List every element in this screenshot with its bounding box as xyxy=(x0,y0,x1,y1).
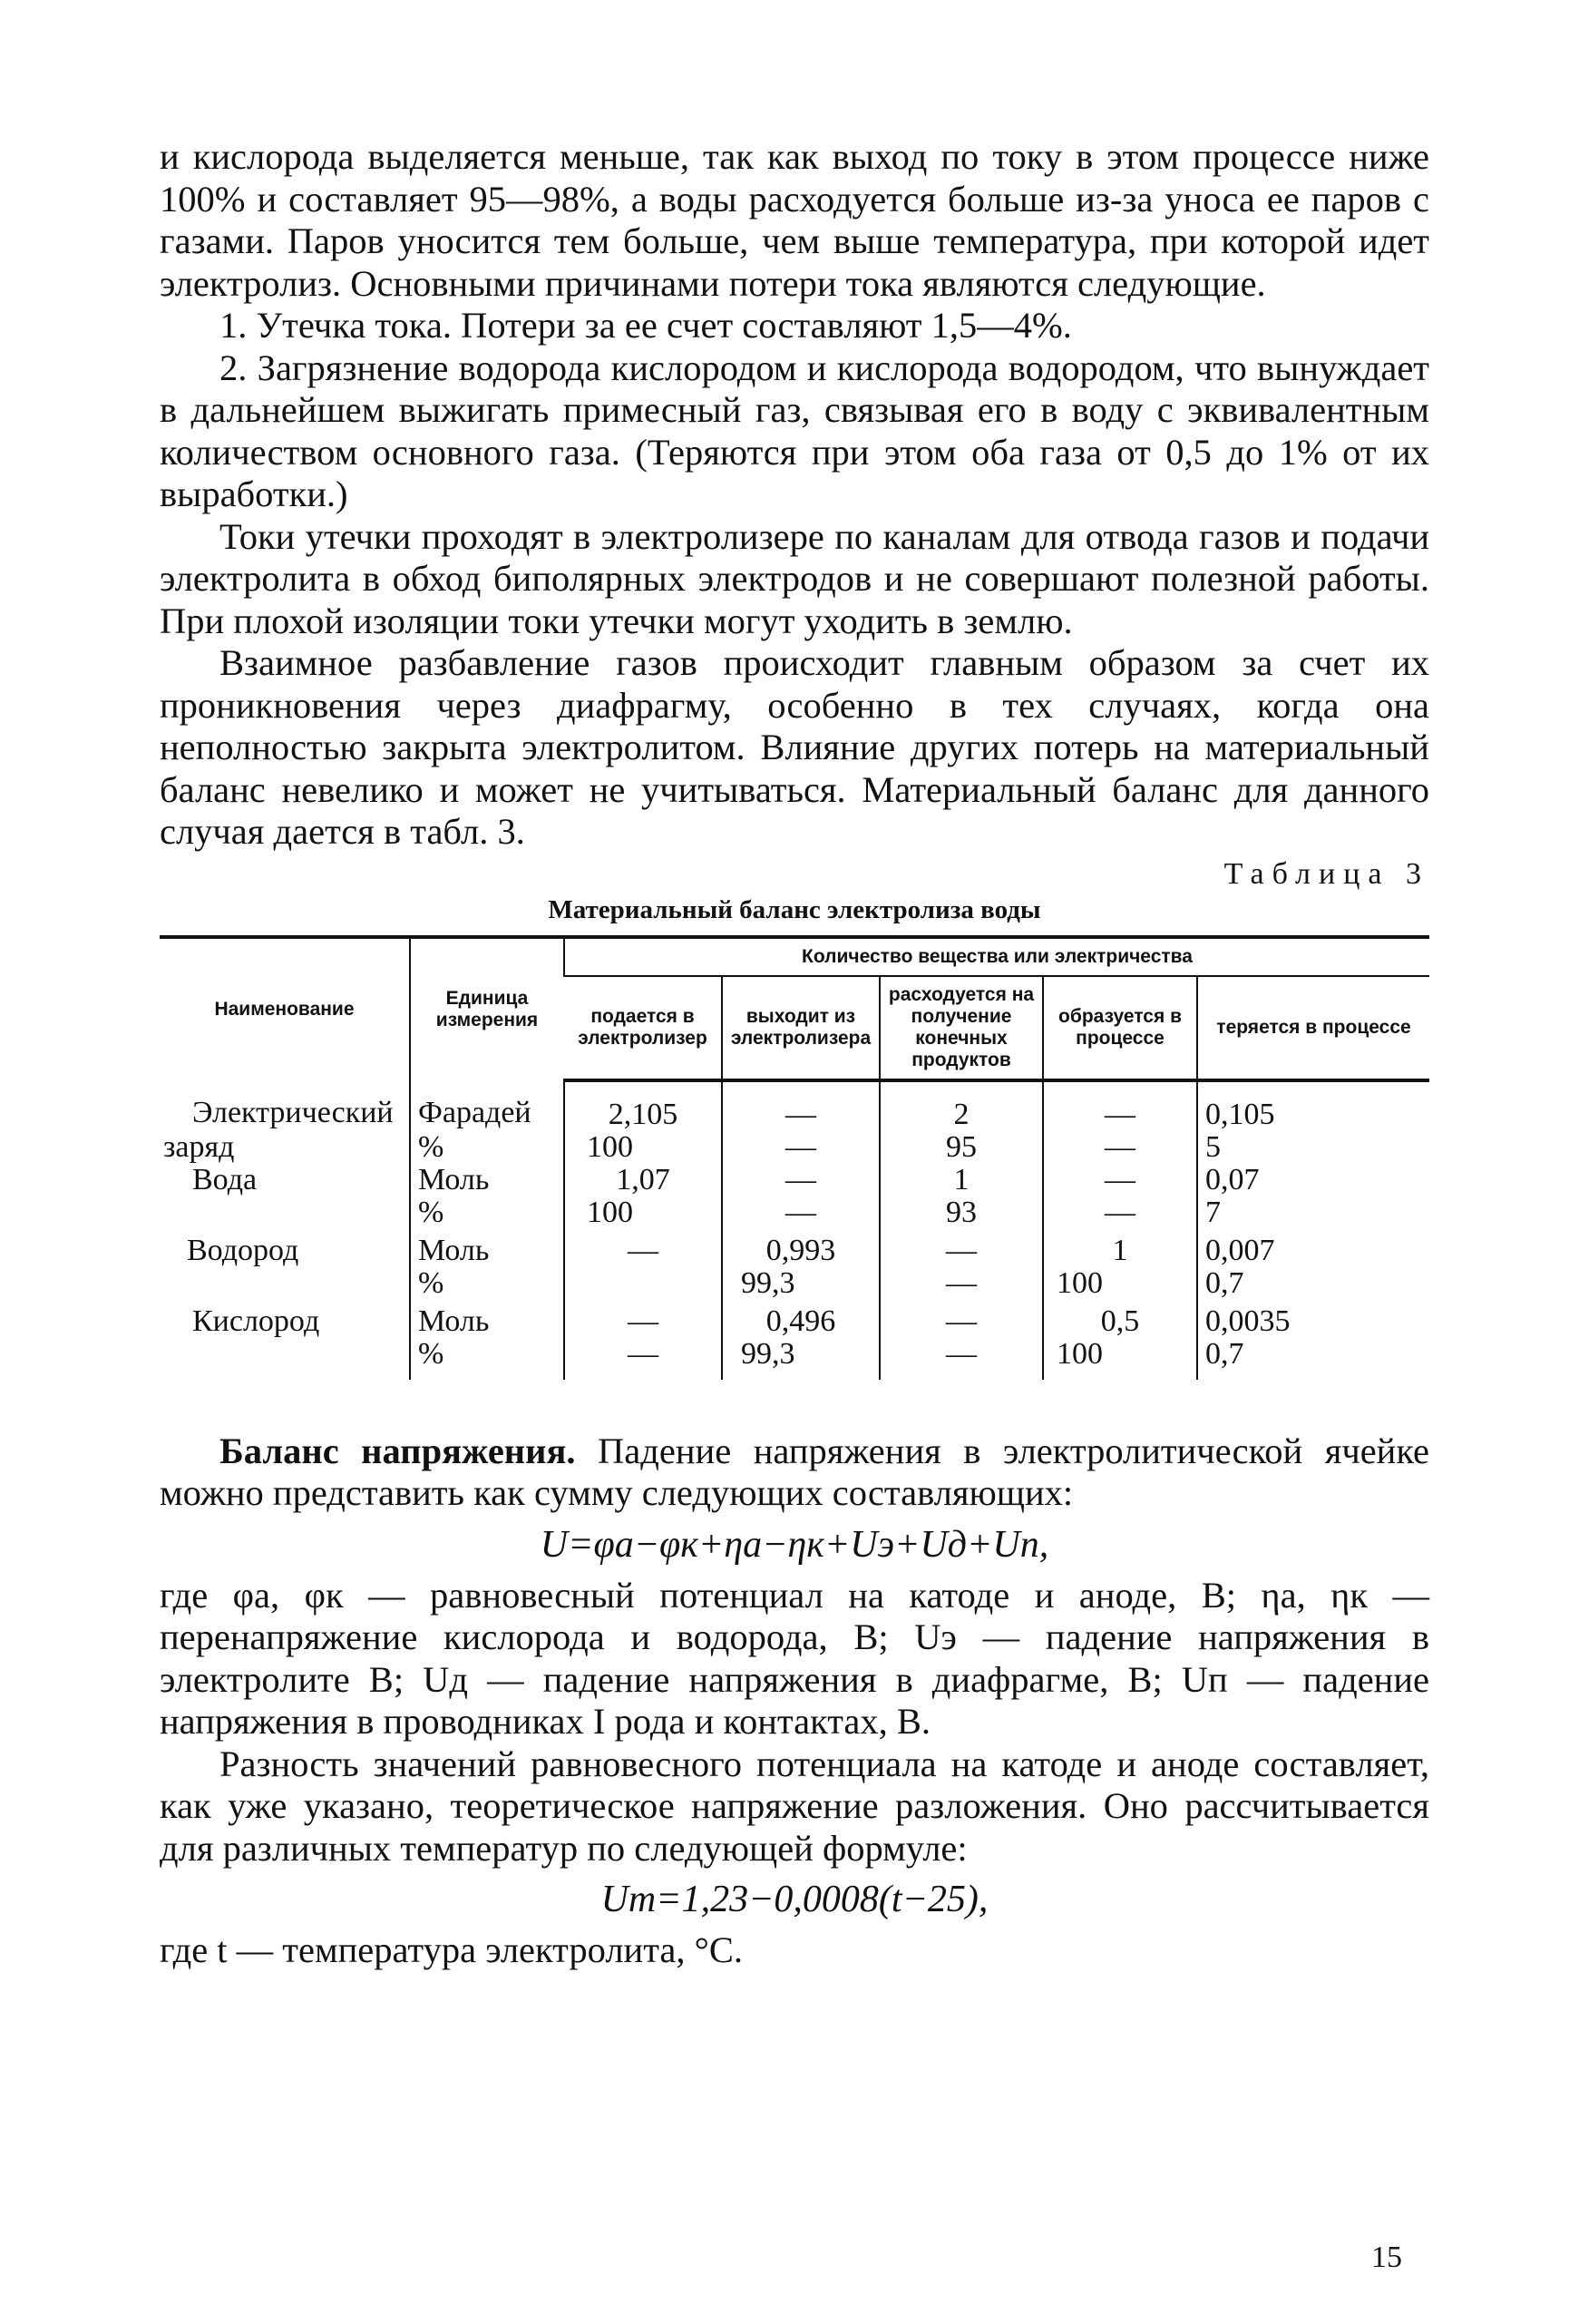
row-unit: % xyxy=(410,1196,564,1229)
row-lost: 5 xyxy=(1197,1131,1429,1164)
formula-theoretical-voltage: Uт=1,23−0,0008(t−25), xyxy=(600,1879,989,1920)
row-unit: Моль xyxy=(410,1229,564,1267)
page-content xyxy=(160,136,1429,1972)
page-number: 15 xyxy=(1371,2241,1402,2274)
row-consumed: 93 xyxy=(880,1196,1043,1229)
table-row xyxy=(160,1164,1429,1196)
row-unit: % xyxy=(410,1131,564,1164)
formula-legend: где φа, φк — равновесный потенциал на катоде и аноде, В; ηа, ηк — перенапряжение кислорода и водорода, В; Uэ — падение напряжения в электролите В; Uд — падение напряжения в диафрагме, В; Uп — падение напряжения в проводниках I рода и контактах, В. xyxy=(160,1574,1429,1742)
row-exits: — xyxy=(722,1164,880,1196)
row-unit: Фарадей xyxy=(410,1080,564,1131)
row-lost: 0,7 xyxy=(1197,1267,1429,1300)
row-unit: Моль xyxy=(410,1164,564,1196)
row-name xyxy=(160,1267,410,1300)
row-formed: — xyxy=(1043,1164,1197,1196)
row-consumed: — xyxy=(880,1338,1043,1380)
row-exits: — xyxy=(722,1131,880,1164)
row-consumed: 2 xyxy=(880,1080,1043,1131)
row-formed: 1 xyxy=(1043,1229,1197,1267)
row-supplied: — xyxy=(564,1229,722,1267)
row-supplied: 1,07 xyxy=(564,1164,722,1196)
formula-voltage-sum: U=φа−φк+ηа−ηк+Uэ+Uд+Uп, xyxy=(540,1523,1049,1566)
paragraph-intro: и кислорода выделяется меньше, так как выход по току в этом процессе ниже 100% и составляет 95—98%, а воды расходуется больше из-за уноса ее паров с газами. Паров уносится тем больше, чем выше температура, при которой идет электролиз. Основными причинами потери тока являются следующие. xyxy=(160,136,1429,304)
row-name: Электрический xyxy=(192,1095,394,1129)
row-lost: 0,0035 xyxy=(1197,1300,1429,1338)
table-row xyxy=(160,1080,1429,1131)
header-name: Наименование xyxy=(160,937,410,1080)
row-name: Вода xyxy=(192,1162,258,1196)
row-formed: 0,5 xyxy=(1043,1300,1197,1338)
header-exits: выходит из электролизера xyxy=(722,976,880,1080)
row-name xyxy=(160,1196,410,1229)
table-row xyxy=(160,1196,1429,1229)
row-formed: 100 xyxy=(1043,1338,1197,1380)
row-exits: — xyxy=(722,1080,880,1131)
row-consumed: — xyxy=(880,1267,1043,1300)
header-lost: теряется в процессе xyxy=(1197,976,1429,1080)
row-name: Кислород xyxy=(192,1304,320,1338)
row-formed: — xyxy=(1043,1196,1197,1229)
row-consumed: — xyxy=(880,1229,1043,1267)
row-lost: 7 xyxy=(1197,1196,1429,1229)
paragraph-item-2: 2. Загрязнение водорода кислородом и кислорода водородом, что вынуждает в дальнейшем выжигать примесный газ, связывая его в воду с эквивалентным количеством основного газа. (Теряются при этом оба газа от 0,5 до 1% от их выработки.) xyxy=(160,347,1429,514)
row-exits: 0,993 xyxy=(722,1229,880,1267)
row-supplied: 2,105 xyxy=(564,1080,722,1131)
row-exits: 0,496 xyxy=(722,1300,880,1338)
formula2-legend: где t — температура электролита, °С. xyxy=(160,1929,743,1970)
row-supplied: — xyxy=(564,1338,722,1380)
row-unit: % xyxy=(410,1338,564,1380)
row-exits: 99,3 xyxy=(722,1338,880,1380)
row-lost: 0,105 xyxy=(1197,1080,1429,1131)
row-lost: 0,007 xyxy=(1197,1229,1429,1267)
table-row xyxy=(160,1338,1429,1380)
table-row xyxy=(160,1267,1429,1300)
row-unit: % xyxy=(410,1267,564,1300)
voltage-balance-paragraph xyxy=(160,1431,1429,1515)
header-formed: образуется в процессе xyxy=(1043,976,1197,1080)
row-name: Водород xyxy=(187,1233,299,1267)
row-unit: Моль xyxy=(410,1300,564,1338)
table-row xyxy=(160,1229,1429,1267)
row-lost: 0,7 xyxy=(1197,1338,1429,1380)
header-unit: Единица измерения xyxy=(410,937,564,1080)
row-supplied xyxy=(564,1267,722,1300)
row-exits: — xyxy=(722,1196,880,1229)
row-formed: — xyxy=(1043,1131,1197,1164)
table-row xyxy=(160,1131,1429,1164)
row-supplied: 100 xyxy=(564,1131,722,1164)
table-title: Материальный баланс электролиза воды xyxy=(548,894,1041,924)
table-row xyxy=(160,1300,1429,1338)
row-consumed: — xyxy=(880,1300,1043,1338)
row-consumed: 95 xyxy=(880,1131,1043,1164)
header-consumed: расходуется на получение конечных продуктов xyxy=(880,976,1043,1080)
paragraph-item-1: 1. Утечка тока. Потери за ее счет составляют 1,5—4%. xyxy=(219,305,1072,346)
paragraph-decomposition: Разность значений равновесного потенциала на катоде и аноде составляет, как уже указано, теоретическое напряжение разложения. Оно рассчитывается для различных температур по следующей формуле: xyxy=(160,1743,1429,1869)
paragraph-dilution: Взаимное разбавление газов происходит главным образом за счет их проникновения через диафрагму, особенно в тех случаях, когда она неполностью закрыта электролитом. Влияние других потерь на материальный баланс невелико и может не учитываться. Материальный баланс для данного случая дается в табл. 3. xyxy=(160,642,1429,852)
header-supplied: подается в электролизер xyxy=(564,976,722,1080)
row-name xyxy=(160,1338,410,1380)
table-caption: Таблица 3 xyxy=(1223,856,1429,891)
row-formed: — xyxy=(1043,1080,1197,1131)
material-balance-table xyxy=(160,935,1429,1380)
paragraph-leakage: Токи утечки проходят в электролизере по каналам для отвода газов и подачи электролита в обход биполярных электродов и не совершают полезной работы. При плохой изоляции токи утечки могут уходить в землю. xyxy=(160,515,1429,641)
row-supplied: — xyxy=(564,1300,722,1338)
row-exits: 99,3 xyxy=(722,1267,880,1300)
voltage-heading: Баланс напряжения. xyxy=(219,1430,576,1471)
row-name: заряд xyxy=(163,1129,235,1164)
header-quantity-group: Количество вещества или электричества xyxy=(564,937,1429,976)
voltage-intro: Падение напряжения в электролитической ячейке можно представить как сумму следующих составляющих: xyxy=(160,1430,1429,1513)
row-lost: 0,07 xyxy=(1197,1164,1429,1196)
row-formed: 100 xyxy=(1043,1267,1197,1300)
row-supplied: 100 xyxy=(564,1196,722,1229)
row-consumed: 1 xyxy=(880,1164,1043,1196)
